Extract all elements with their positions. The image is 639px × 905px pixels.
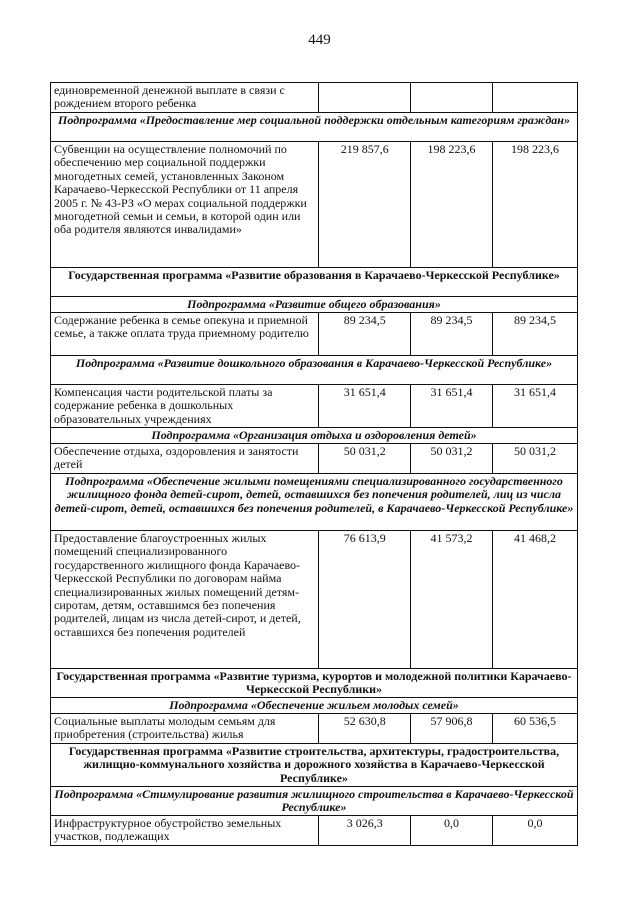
- row-description: Обеспечение отдыха, оздоровления и занятости детей: [51, 444, 319, 474]
- value-year-2: 198 223,6: [411, 142, 493, 268]
- subprogram-row: [51, 297, 578, 313]
- program-row: [51, 669, 578, 698]
- subprogram-row: [51, 428, 578, 444]
- value-year-1: 3 026,3: [319, 816, 411, 846]
- page-number: 449: [308, 32, 331, 48]
- value-year-3: 60 536,5: [492, 714, 577, 744]
- subprogram-row: [51, 356, 578, 385]
- value-year-1: 219 857,6: [319, 142, 411, 268]
- value-year-2: 89 234,5: [411, 313, 493, 356]
- table-row: [51, 714, 578, 744]
- budget-table: [50, 82, 578, 846]
- value-year-3: 31 651,4: [492, 385, 577, 428]
- value-year-3: [492, 83, 577, 113]
- value-year-3: 0,0: [492, 816, 577, 846]
- program-title: Государственная программа «Развитие строительства, архитектуры, градостроительства, жилищно-коммунального хозяйства и дорожного хозяйства в Карачаево-Черкесской Республике»: [51, 744, 578, 787]
- table-row: [51, 385, 578, 428]
- row-description: Содержание ребенка в семье опекуна и приемной семье, а также оплата труда приемному родителю: [51, 313, 319, 356]
- value-year-2: 57 906,8: [411, 714, 493, 744]
- subprogram-title: Подпрограмма «Предоставление мер социальной поддержки отдельным категориям граждан»: [51, 113, 578, 142]
- subprogram-title: Подпрограмма «Организация отдыха и оздоровления детей»: [51, 428, 578, 444]
- table-row: [51, 142, 578, 268]
- subprogram-row: [51, 113, 578, 142]
- value-year-1: [319, 83, 411, 113]
- table-row: [51, 531, 578, 669]
- subprogram-title: Подпрограмма «Обеспечение жильем молодых семей»: [51, 698, 578, 714]
- subprogram-title: Подпрограмма «Развитие общего образования»: [51, 297, 578, 313]
- value-year-2: 31 651,4: [411, 385, 493, 428]
- row-description: Социальные выплаты молодым семьям для приобретения (строительства) жилья: [51, 714, 319, 744]
- value-year-2: [411, 83, 493, 113]
- row-description: Инфраструктурное обустройство земельных участков, подлежащих: [51, 816, 319, 846]
- value-year-1: 50 031,2: [319, 444, 411, 474]
- table-row: [51, 816, 578, 846]
- subprogram-title: Подпрограмма «Обеспечение жилыми помещениями специализированного государственного жилищного фонда детей-сирот, детей, оставшихся без попечения родителей, лиц из числа детей-сирот, детей, оставшихся без попечения родителей, в Карачаево-Черкесской Республике»: [51, 474, 578, 531]
- subprogram-title: Подпрограмма «Развитие дошкольного образования в Карачаево-Черкесской Республике»: [51, 356, 578, 385]
- value-year-1: 76 613,9: [319, 531, 411, 669]
- value-year-1: 52 630,8: [319, 714, 411, 744]
- value-year-3: 89 234,5: [492, 313, 577, 356]
- subprogram-row: [51, 474, 578, 531]
- row-description: единовременной денежной выплате в связи с рождением второго ребенка: [51, 83, 319, 113]
- value-year-3: 41 468,2: [492, 531, 577, 669]
- table-row: [51, 83, 578, 113]
- value-year-3: 50 031,2: [492, 444, 577, 474]
- row-description: Субвенции на осуществление полномочий по обеспечению мер социальной поддержки многодетных семей, установленных Законом Карачаево-Черкесской Республики от 11 апреля 2005 г. № 43-РЗ «О мерах социальной поддержки многодетной семьи и семьи, в которой один или оба родителя являются инвалидами»: [51, 142, 319, 268]
- row-description: Компенсация части родительской платы за содержание ребенка в дошкольных образовательных учреждениях: [51, 385, 319, 428]
- table-row: [51, 313, 578, 356]
- row-description: Предоставление благоустроенных жилых помещений специализированного государственного жилищного фонда Карачаево-Черкесской Республики по договорам найма специализированных жилых помещений детям-сиротам, детям, оставшимся без попечения родителей, лицам из числа детей-сирот, и детей, оставшихся без попечения родителей: [51, 531, 319, 669]
- subprogram-row: [51, 787, 578, 816]
- value-year-3: 198 223,6: [492, 142, 577, 268]
- value-year-2: 50 031,2: [411, 444, 493, 474]
- value-year-1: 89 234,5: [319, 313, 411, 356]
- program-row: [51, 744, 578, 787]
- value-year-2: 0,0: [411, 816, 493, 846]
- subprogram-title: Подпрограмма «Стимулирование развития жилищного строительства в Карачаево-Черкесской Республике»: [51, 787, 578, 816]
- program-title: Государственная программа «Развитие образования в Карачаево-Черкесской Республике»: [51, 268, 578, 297]
- program-row: [51, 268, 578, 297]
- subprogram-row: [51, 698, 578, 714]
- value-year-1: 31 651,4: [319, 385, 411, 428]
- value-year-2: 41 573,2: [411, 531, 493, 669]
- program-title: Государственная программа «Развитие туризма, курортов и молодежной политики Карачаево-Черкесской Республики»: [51, 669, 578, 698]
- table-row: [51, 444, 578, 474]
